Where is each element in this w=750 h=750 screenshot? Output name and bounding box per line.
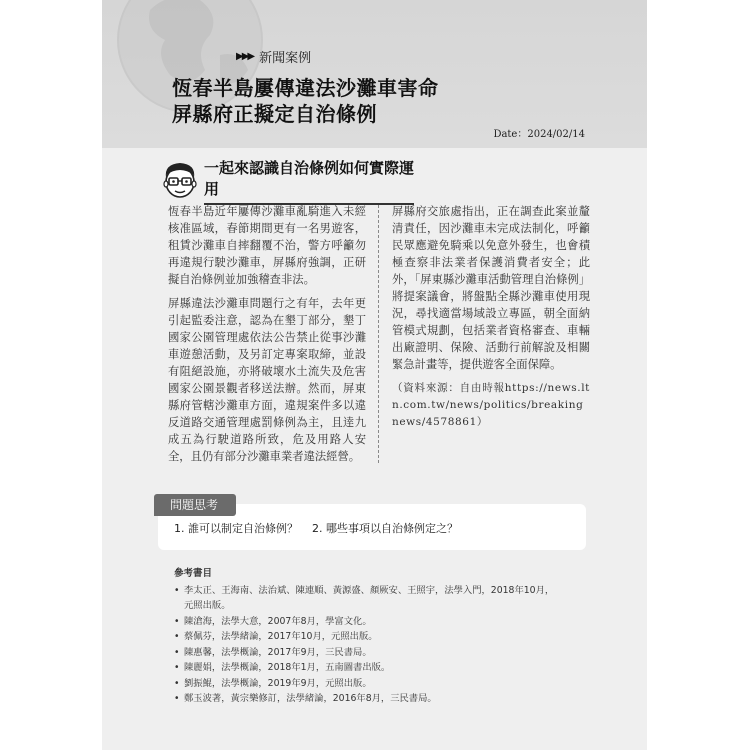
article-paragraph: 屏縣府交旅處指出，正在調查此案並釐清責任，因沙灘車未完成法制化，呼籲民眾應避免騎乘以免意外發生，也會積極查察非法業者保護消費者安全；此外，「屏東縣沙灘車活動管理自治條例」將提案議會，將盤點全縣沙灘車使用現況，尋找適當場域設立專區，朝全面納管模式規劃，包括業者資格審查、車輛出廠證明、保險、活動行前解說及相關緊急計畫等，提供遊客全面保障。 xyxy=(392,205,590,371)
reference-item xyxy=(174,583,554,614)
article-paragraph: 屏縣違法沙灘車問題行之有年，去年更引起監委注意，認為在墾丁部分，墾丁國家公園管理處依法公告禁止從事沙灘車遊憩活動，及另訂定專案取締，並設有阻絕設施，亦將破壞水土流失及危害國家公園景觀者移送法辦。然而，屏東縣府管轄沙灘車方面，違規案件多以違反道路交通管理處罰條例為主，且逹九成五為行駛道路所致，危及用路人安全，且仍有部分沙灘車業者違法經營。 xyxy=(168,297,366,463)
reference-item: • 劉振鯤，法學概論，2019年9月，元照出版。 xyxy=(174,676,554,692)
book-page xyxy=(102,0,647,750)
section-title: 一起來認識自治條例如何實際運用 xyxy=(204,157,414,205)
news-case-tag xyxy=(236,47,311,66)
reference-item: • 陳滄海，法學大意，2007年8月，學富文化。 xyxy=(174,614,554,630)
references-list xyxy=(174,583,554,707)
references xyxy=(174,566,554,707)
column-divider xyxy=(378,205,379,463)
reference-text: 李太正、王海南、法治斌、陳連順、黃源盛、顏厥安、王照宇，法學入門，2018年10月， xyxy=(184,584,555,596)
article-paragraph: 恆春半島近年屢傳沙灘車亂騎進入未經核准區域，春節期間更有一名男遊客，租賃沙灘車自摔翻覆不治，警方呼籲勿再違規行駛沙灘車，屏縣府強調，正研擬自治條例並加強稽查非法。 xyxy=(168,205,366,286)
reference-item: • 鄭玉波著，黃宗樂修訂，法學緒論，2016年8月，三民書局。 xyxy=(174,691,554,707)
article-date: Date：2024/02/14 xyxy=(493,129,585,140)
references-title: 參考書目 xyxy=(174,568,213,579)
cartoon-face-icon xyxy=(160,160,200,202)
questions-text xyxy=(174,520,458,536)
triple-arrow-icon: ▶▶▶ xyxy=(236,51,254,62)
reference-text-cont: 元照出版。 xyxy=(184,600,231,611)
article-source: （資料來源：自由時報https://news.ltn.com.tw/news/politics/breakingnews/4578861） xyxy=(392,382,590,428)
page-header xyxy=(102,0,647,148)
question-1: 1. 誰可以制定自治條例？ xyxy=(174,522,298,535)
article-left-column xyxy=(168,203,366,472)
article-title-line2: 屏縣府正擬定自治條例 xyxy=(172,102,377,126)
section-heading xyxy=(160,157,414,205)
questions-label: 問題思考 xyxy=(154,494,236,516)
news-case-label: 新聞案例 xyxy=(259,51,312,66)
question-2: 2. 哪些事項以自治條例定之？ xyxy=(312,522,458,535)
article-right-column xyxy=(392,203,590,438)
article-title-line1: 恆春半島屢傳違法沙灘車害命 xyxy=(172,76,439,100)
reference-item: • 陳麗娟，法學概論，2018年1月，五南圖書出版。 xyxy=(174,660,554,676)
reference-item: • 陳惠馨，法學概論，2017年9月，三民書局。 xyxy=(174,645,554,661)
reference-item: • 蔡佩芬，法學緒論，2017年10月，元照出版。 xyxy=(174,629,554,645)
